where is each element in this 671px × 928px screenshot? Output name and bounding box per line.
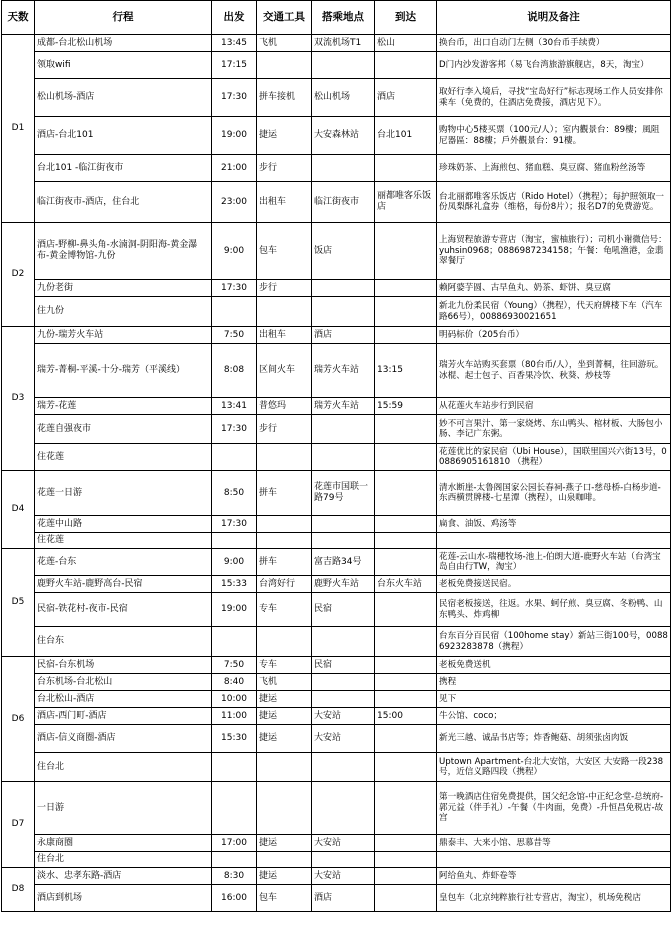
boarding-cell: 酒店 [312,885,375,912]
day-label: D1 [2,35,35,223]
note-cell: 新北九份柔民宿（Young）（携程），代天府牌楼下车（汽车路66号），00886930021651 [437,297,671,327]
day-label: D7 [2,782,35,868]
boarding-cell: 酒店 [312,327,375,344]
boarding-cell [312,155,375,182]
departure-cell: 15:30 [212,725,257,753]
route-cell: 成都-台北松山机场 [35,35,212,52]
departure-cell [212,852,257,868]
transport-cell: 出租车 [257,327,312,344]
route-cell: 住花莲 [35,533,212,549]
departure-cell: 8:30 [212,868,257,885]
table-row [2,627,671,657]
departure-cell: 17:30 [212,79,257,117]
arrival-cell: 15:59 [375,398,437,415]
table-row [2,471,671,516]
route-cell: 酒店-台北101 [35,117,212,155]
boarding-cell: 大安森林站 [312,117,375,155]
note-cell: 老板免费接送民宿。 [437,576,671,593]
boarding-cell: 松山机场 [312,79,375,117]
arrival-cell [375,885,437,912]
departure-cell: 17:30 [212,415,257,444]
route-cell: 九份老街 [35,280,212,297]
boarding-cell [312,297,375,327]
day-label: D6 [2,657,35,782]
table-row [2,533,671,549]
arrival-cell [375,868,437,885]
note-cell: 上海贸程旅游专营店（淘宝，蜜柚旅行）；司机小谢微信号：yuhsin0968；0886987234158；午餐：龟吼渔港，金翡翠餐厅 [437,223,671,280]
note-cell: 购物中心5楼买票（100元/人）；室内觀景台：89樓；風阻尼器區：88樓；戶外觀景台：91樓。 [437,117,671,155]
boarding-cell: 双流机场T1 [312,35,375,52]
table-row [2,223,671,280]
route-cell: 住台北 [35,852,212,868]
transport-cell: 普悠玛 [257,398,312,415]
transport-cell [257,852,312,868]
transport-cell: 专车 [257,593,312,627]
route-cell: 瑞芳-花莲 [35,398,212,415]
table-row [2,297,671,327]
arrival-cell [375,852,437,868]
table-row [2,868,671,885]
note-cell: 妙不可言果汁、第一家烧烤、东山鸭头、棺材板、大肠包小肠、李记广东粥。 [437,415,671,444]
note-cell: D门内沙发游客邦（易飞台湾旅游旗舰店，8天，淘宝） [437,52,671,79]
header-boarding: 搭乘地点 [312,1,375,35]
arrival-cell: 丽都唯客乐饭店 [375,182,437,223]
boarding-cell: 花莲市国联一路79号 [312,471,375,516]
route-cell: 领取wifi [35,52,212,79]
day-label: D4 [2,471,35,549]
departure-cell: 17:15 [212,52,257,79]
arrival-cell [375,725,437,753]
route-cell: 临江街夜市-酒店，住台北 [35,182,212,223]
arrival-cell [375,533,437,549]
header-row [2,1,671,35]
day-label: D2 [2,223,35,327]
transport-cell: 飞机 [257,674,312,691]
arrival-cell: 13:15 [375,344,437,398]
note-cell: 取好行李入境后，寻找“宝岛好行”标志现场工作人员安排你乘车（免费的，住酒店免费接，酒店见下）。 [437,79,671,117]
transport-cell: 捷运 [257,868,312,885]
table-row [2,182,671,223]
note-cell: 花莲优比的家民宿（Ubi House），国联里国兴六街13号，00886905161810 （携程） [437,444,671,471]
table-row [2,576,671,593]
arrival-cell: 松山 [375,35,437,52]
note-cell: 第一晚酒店住宿免费提供，国父纪念馆-中正纪念堂-总统府-郭元益（伴手礼）-午餐（牛肉面，免费）-升恒昌免税店-故宫 [437,782,671,835]
departure-cell: 17:30 [212,280,257,297]
transport-cell: 捷运 [257,117,312,155]
boarding-cell [312,533,375,549]
boarding-cell: 民宿 [312,593,375,627]
transport-cell: 拼车 [257,549,312,576]
departure-cell: 7:50 [212,327,257,344]
arrival-cell: 15:00 [375,708,437,725]
itinerary-body [2,35,671,912]
departure-cell: 21:00 [212,155,257,182]
departure-cell: 16:00 [212,885,257,912]
transport-cell [257,782,312,835]
table-row [2,444,671,471]
header-day: 天数 [2,1,35,35]
note-cell [437,533,671,549]
departure-cell: 8:50 [212,471,257,516]
departure-cell: 19:00 [212,593,257,627]
note-cell [437,852,671,868]
transport-cell: 区间火车 [257,344,312,398]
transport-cell: 拼车 [257,471,312,516]
departure-cell: 19:00 [212,117,257,155]
departure-cell [212,627,257,657]
route-cell: 花莲自强夜市 [35,415,212,444]
route-cell: 花莲一日游 [35,471,212,516]
table-row [2,708,671,725]
transport-cell: 捷运 [257,835,312,852]
table-row [2,549,671,576]
note-cell: 清水断崖-太鲁阁国家公园长春祠-燕子口-慈母桥-白杨步道-东西横贯牌楼-七星潭（携程），山泉咖啡。 [437,471,671,516]
route-cell: 台北101 -临江街夜市 [35,155,212,182]
transport-cell: 步行 [257,280,312,297]
boarding-cell: 大安站 [312,708,375,725]
table-row [2,415,671,444]
arrival-cell [375,444,437,471]
departure-cell: 15:33 [212,576,257,593]
table-row [2,344,671,398]
table-row [2,35,671,52]
arrival-cell [375,657,437,674]
transport-cell [257,533,312,549]
departure-cell: 13:45 [212,35,257,52]
boarding-cell [312,516,375,533]
transport-cell: 拼车接机 [257,79,312,117]
route-cell: 鹿野火车站-鹿野高台-民宿 [35,576,212,593]
arrival-cell [375,691,437,708]
route-cell: 酒店-野柳-鼻头角-水湳洞-阴阳海-黄金瀑布-黄金博物馆-九份 [35,223,212,280]
arrival-cell [375,674,437,691]
departure-cell: 17:30 [212,516,257,533]
itinerary-table [1,0,671,912]
boarding-cell: 民宿 [312,657,375,674]
departure-cell: 8:08 [212,344,257,398]
note-cell: 台东百分百民宿（100home stay）新站三街100号，00886923283878（携程） [437,627,671,657]
table-row [2,674,671,691]
departure-cell [212,533,257,549]
arrival-cell [375,627,437,657]
transport-cell [257,52,312,79]
table-row [2,398,671,415]
table-row [2,117,671,155]
route-cell: 瑞芳-菁桐-平溪-十分-瑞芳（平溪线） [35,344,212,398]
departure-cell: 17:00 [212,835,257,852]
arrival-cell [375,223,437,280]
boarding-cell [312,415,375,444]
route-cell: 台东机场-台北松山 [35,674,212,691]
arrival-cell [375,549,437,576]
header-departure: 出发 [212,1,257,35]
arrival-cell [375,753,437,782]
note-cell: 花莲-云山水-瑞穗牧场-池上-伯朗大道-鹿野火车站（台湾宝岛自由行TW，淘宝） [437,549,671,576]
note-cell: 换台币，出口自动门左侧（30台币手续费） [437,35,671,52]
departure-cell: 13:41 [212,398,257,415]
transport-cell: 捷运 [257,725,312,753]
table-row [2,657,671,674]
boarding-cell: 富吉路34号 [312,549,375,576]
table-row [2,516,671,533]
route-cell: 花莲-台东 [35,549,212,576]
note-cell: 民宿老板接送，往返。水果、蚵仔煎、臭豆腐、冬粉鸭、山东鸭头、炸鸡柳 [437,593,671,627]
note-cell: Uptown Apartment-台北大安馆，大安区 大安路一段238号，近信义路四段（携程） [437,753,671,782]
arrival-cell [375,471,437,516]
day-label: D8 [2,868,35,912]
table-row [2,725,671,753]
table-row [2,280,671,297]
table-row [2,593,671,627]
note-cell: 赖阿婆芋圆、古早鱼丸、奶茶、虾饼、臭豆腐 [437,280,671,297]
boarding-cell: 大安站 [312,835,375,852]
transport-cell: 专车 [257,657,312,674]
boarding-cell: 大安站 [312,725,375,753]
transport-cell: 包车 [257,223,312,280]
route-cell: 酒店-信义商圈-酒店 [35,725,212,753]
departure-cell: 8:40 [212,674,257,691]
boarding-cell: 鹿野火车站 [312,576,375,593]
transport-cell: 捷运 [257,691,312,708]
note-cell: 台北丽都唯客乐饭店（Rido Hotel）（携程）；每护照领取一份凤梨酥礼盒券（维格，每份8片）；报名D7的免费游览。 [437,182,671,223]
table-row [2,885,671,912]
arrival-cell [375,297,437,327]
table-row [2,155,671,182]
transport-cell: 出租车 [257,182,312,223]
note-cell: 皇包车（北京纯粹旅行社专营店，淘宝），机场免税店 [437,885,671,912]
boarding-cell: 临江街夜市 [312,182,375,223]
table-row [2,852,671,868]
arrival-cell [375,280,437,297]
route-cell: 台北松山-酒店 [35,691,212,708]
note-cell: 牛公馆、coco； [437,708,671,725]
departure-cell [212,753,257,782]
boarding-cell: 大安站 [312,868,375,885]
transport-cell [257,297,312,327]
departure-cell [212,782,257,835]
route-cell: 住台东 [35,627,212,657]
boarding-cell: 瑞芳火车站 [312,398,375,415]
route-cell: 住台北 [35,753,212,782]
route-cell: 一日游 [35,782,212,835]
arrival-cell [375,415,437,444]
route-cell: 九份-瑞芳火车站 [35,327,212,344]
route-cell: 民宿-铁花村-夜市-民宿 [35,593,212,627]
arrival-cell [375,593,437,627]
table-row [2,753,671,782]
route-cell: 住九份 [35,297,212,327]
transport-cell [257,444,312,471]
table-row [2,79,671,117]
note-cell: 珍珠奶茶、上海煎包、猪血糕、臭豆腐、猪血粉丝汤等 [437,155,671,182]
day-label: D3 [2,327,35,471]
boarding-cell [312,627,375,657]
boarding-cell [312,444,375,471]
header-transport: 交通工具 [257,1,312,35]
note-cell: 阿给鱼丸、炸虾卷等 [437,868,671,885]
route-cell: 民宿-台东机场 [35,657,212,674]
table-row [2,691,671,708]
route-cell: 酒店到机场 [35,885,212,912]
departure-cell: 9:00 [212,223,257,280]
note-cell: 扁食、油饭、鸡汤等 [437,516,671,533]
transport-cell: 台湾好行 [257,576,312,593]
boarding-cell [312,52,375,79]
table-row [2,782,671,835]
boarding-cell: 饭店 [312,223,375,280]
header-arrival: 到达 [375,1,437,35]
table-row [2,52,671,79]
arrival-cell [375,835,437,852]
table-row [2,835,671,852]
departure-cell: 9:00 [212,549,257,576]
arrival-cell [375,155,437,182]
note-cell: 从花莲火车站步行到民宿 [437,398,671,415]
arrival-cell: 台东火车站 [375,576,437,593]
route-cell: 松山机场-酒店 [35,79,212,117]
transport-cell [257,516,312,533]
boarding-cell [312,753,375,782]
boarding-cell [312,691,375,708]
table-row [2,327,671,344]
transport-cell: 步行 [257,155,312,182]
day-label: D5 [2,549,35,657]
departure-cell [212,297,257,327]
route-cell: 花莲中山路 [35,516,212,533]
boarding-cell: 瑞芳火车站 [312,344,375,398]
arrival-cell [375,782,437,835]
transport-cell [257,627,312,657]
note-cell: 见下 [437,691,671,708]
departure-cell: 7:50 [212,657,257,674]
arrival-cell: 酒店 [375,79,437,117]
boarding-cell [312,852,375,868]
boarding-cell [312,782,375,835]
arrival-cell [375,52,437,79]
note-cell: 鼎泰丰、大来小馆、思慕昔等 [437,835,671,852]
transport-cell [257,753,312,782]
note-cell: 新光三越、诚品书店等；炸香鲍菇、胡须张卤肉饭 [437,725,671,753]
note-cell: 瑞芳火车站购买套票（80台币/人），坐到菁桐，往回游玩。冰棍、起士包子、百香果冷饮、秋葵、炒枝等 [437,344,671,398]
route-cell: 淡水、忠孝东路-酒店 [35,868,212,885]
header-notes: 说明及备注 [437,1,671,35]
arrival-cell [375,516,437,533]
transport-cell: 飞机 [257,35,312,52]
transport-cell: 步行 [257,415,312,444]
note-cell: 携程 [437,674,671,691]
departure-cell: 11:00 [212,708,257,725]
departure-cell [212,444,257,471]
note-cell: 明码标价（205台币） [437,327,671,344]
departure-cell: 10:00 [212,691,257,708]
route-cell: 住花莲 [35,444,212,471]
route-cell: 酒店-西门町-酒店 [35,708,212,725]
arrival-cell: 台北101 [375,117,437,155]
boarding-cell [312,674,375,691]
transport-cell: 包车 [257,885,312,912]
boarding-cell [312,280,375,297]
arrival-cell [375,327,437,344]
departure-cell: 23:00 [212,182,257,223]
transport-cell: 捷运 [257,708,312,725]
route-cell: 永康商圈 [35,835,212,852]
header-route: 行程 [35,1,212,35]
note-cell: 老板免费送机 [437,657,671,674]
